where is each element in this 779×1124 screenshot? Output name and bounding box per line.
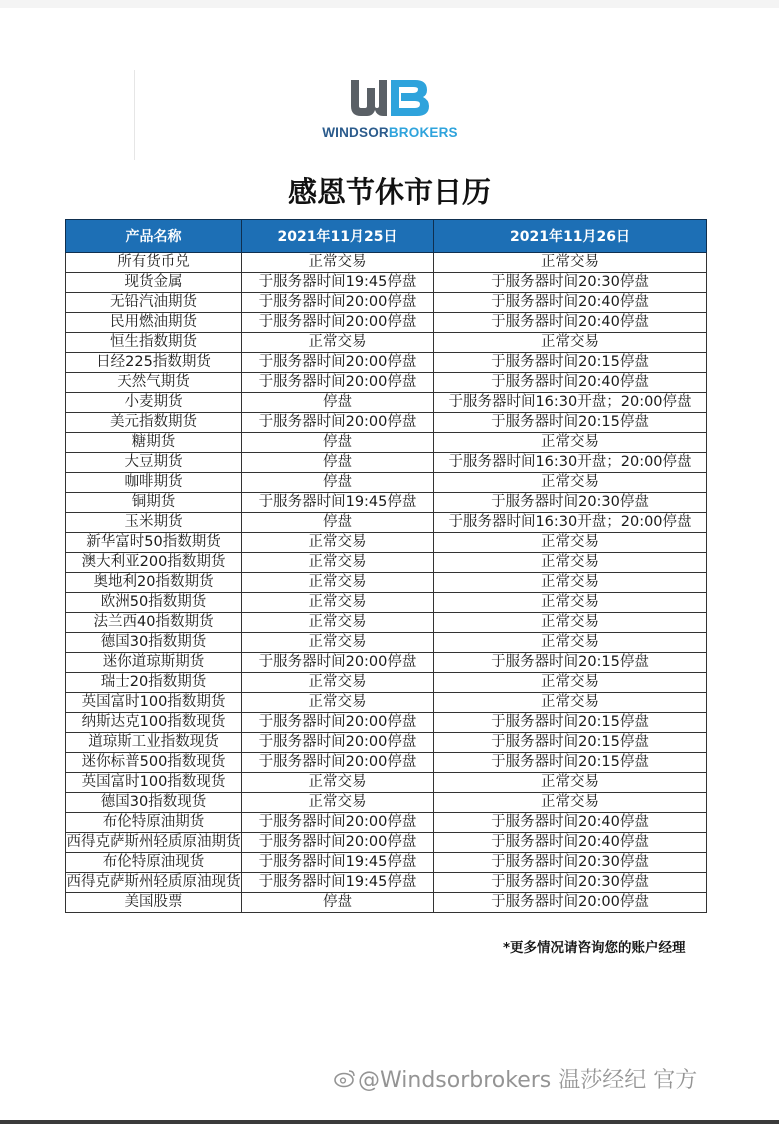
product-name-cell: 奥地利20指数期货 <box>66 573 242 593</box>
date-1-status-cell: 于服务器时间20:00停盘 <box>242 733 434 753</box>
date-1-status-cell: 于服务器时间20:00停盘 <box>242 653 434 673</box>
product-name-cell: 法兰西40指数期货 <box>66 613 242 633</box>
product-name-cell: 铜期货 <box>66 493 242 513</box>
table-row <box>66 893 707 913</box>
date-1-status-cell: 正常交易 <box>242 693 434 713</box>
date-1-status-cell: 于服务器时间20:00停盘 <box>242 353 434 373</box>
date-2-status-cell: 正常交易 <box>434 793 707 813</box>
product-name-cell: 天然气期货 <box>66 373 242 393</box>
date-1-status-cell: 正常交易 <box>242 553 434 573</box>
date-1-status-cell: 正常交易 <box>242 613 434 633</box>
date-1-status-cell: 于服务器时间20:00停盘 <box>242 713 434 733</box>
product-name-cell: 糖期货 <box>66 433 242 453</box>
product-name-cell: 小麦期货 <box>66 393 242 413</box>
product-name-cell: 西得克萨斯州轻质原油现货 <box>66 873 242 893</box>
header-date-1: 2021年11月25日 <box>242 220 434 253</box>
date-1-status-cell: 于服务器时间20:00停盘 <box>242 313 434 333</box>
date-1-status-cell: 于服务器时间19:45停盘 <box>242 493 434 513</box>
date-2-status-cell: 正常交易 <box>434 633 707 653</box>
date-2-status-cell: 正常交易 <box>434 773 707 793</box>
table-row <box>66 293 707 313</box>
table-row <box>66 333 707 353</box>
table-row <box>66 553 707 573</box>
date-1-status-cell: 于服务器时间20:00停盘 <box>242 753 434 773</box>
product-name-cell: 美国股票 <box>66 893 242 913</box>
date-2-status-cell: 于服务器时间20:15停盘 <box>434 653 707 673</box>
holiday-calendar-table <box>65 219 707 913</box>
product-name-cell: 西得克萨斯州轻质原油期货 <box>66 833 242 853</box>
logo-text-windsor: WINDSOR <box>322 125 389 140</box>
date-1-status-cell: 停盘 <box>242 453 434 473</box>
table-row <box>66 433 707 453</box>
table-row <box>66 413 707 433</box>
date-2-status-cell: 正常交易 <box>434 553 707 573</box>
table-row <box>66 533 707 553</box>
table-row <box>66 453 707 473</box>
date-2-status-cell: 于服务器时间20:30停盘 <box>434 493 707 513</box>
date-1-status-cell: 正常交易 <box>242 333 434 353</box>
table-row <box>66 833 707 853</box>
table-row <box>66 473 707 493</box>
date-2-status-cell: 于服务器时间20:30停盘 <box>434 873 707 893</box>
product-name-cell: 英国富时100指数期货 <box>66 693 242 713</box>
date-1-status-cell: 停盘 <box>242 393 434 413</box>
product-name-cell: 迷你道琼斯期货 <box>66 653 242 673</box>
watermark-text: @Windsorbrokers 温莎经纪 官方 <box>358 1068 698 1093</box>
date-1-status-cell: 于服务器时间20:00停盘 <box>242 813 434 833</box>
date-2-status-cell: 正常交易 <box>434 673 707 693</box>
product-name-cell: 英国富时100指数现货 <box>66 773 242 793</box>
date-2-status-cell: 于服务器时间20:15停盘 <box>434 733 707 753</box>
date-2-status-cell: 于服务器时间20:40停盘 <box>434 813 707 833</box>
date-1-status-cell: 停盘 <box>242 513 434 533</box>
table-row <box>66 673 707 693</box>
product-name-cell: 民用燃油期货 <box>66 313 242 333</box>
product-name-cell: 纳斯达克100指数现货 <box>66 713 242 733</box>
date-2-status-cell: 于服务器时间16:30开盘；20:00停盘 <box>434 453 707 473</box>
table-row <box>66 313 707 333</box>
date-1-status-cell: 于服务器时间20:00停盘 <box>242 833 434 853</box>
product-name-cell: 布伦特原油现货 <box>66 853 242 873</box>
product-name-cell: 德国30指数期货 <box>66 633 242 653</box>
table-row <box>66 713 707 733</box>
table-row <box>66 853 707 873</box>
date-2-status-cell: 正常交易 <box>434 613 707 633</box>
product-name-cell: 德国30指数现货 <box>66 793 242 813</box>
watermark <box>334 1063 697 1094</box>
table-row <box>66 493 707 513</box>
table-row <box>66 813 707 833</box>
date-1-status-cell: 正常交易 <box>242 573 434 593</box>
header-product-name: 产品名称 <box>66 220 242 253</box>
date-2-status-cell: 正常交易 <box>434 593 707 613</box>
date-1-status-cell: 停盘 <box>242 433 434 453</box>
table-row <box>66 773 707 793</box>
logo-text-brokers: BROKERS <box>388 125 458 140</box>
top-rule <box>0 0 779 8</box>
page-title: 感恩节休市日历 <box>287 175 491 209</box>
product-name-cell: 玉米期货 <box>66 513 242 533</box>
date-1-status-cell: 于服务器时间20:00停盘 <box>242 373 434 393</box>
table-header-row <box>66 220 707 253</box>
date-1-status-cell: 于服务器时间19:45停盘 <box>242 873 434 893</box>
date-2-status-cell: 正常交易 <box>434 433 707 453</box>
bottom-bar <box>0 1120 779 1124</box>
table-row <box>66 633 707 653</box>
date-1-status-cell: 停盘 <box>242 473 434 493</box>
date-2-status-cell: 正常交易 <box>434 693 707 713</box>
table-row <box>66 733 707 753</box>
product-name-cell: 布伦特原油期货 <box>66 813 242 833</box>
product-name-cell: 瑞士20指数期货 <box>66 673 242 693</box>
table-row <box>66 573 707 593</box>
date-1-status-cell: 正常交易 <box>242 633 434 653</box>
product-name-cell: 无铅汽油期货 <box>66 293 242 313</box>
product-name-cell: 大豆期货 <box>66 453 242 473</box>
table-row <box>66 693 707 713</box>
product-name-cell: 欧洲50指数期货 <box>66 593 242 613</box>
table-row <box>66 793 707 813</box>
date-1-status-cell: 于服务器时间20:00停盘 <box>242 413 434 433</box>
product-name-cell: 澳大利亚200指数期货 <box>66 553 242 573</box>
product-name-cell: 咖啡期货 <box>66 473 242 493</box>
product-name-cell: 新华富时50指数期货 <box>66 533 242 553</box>
product-name-cell: 恒生指数期货 <box>66 333 242 353</box>
date-2-status-cell: 于服务器时间16:30开盘；20:00停盘 <box>434 513 707 533</box>
product-name-cell: 现货金属 <box>66 273 242 293</box>
table-row <box>66 613 707 633</box>
date-1-status-cell: 于服务器时间20:00停盘 <box>242 293 434 313</box>
date-1-status-cell: 正常交易 <box>242 253 434 273</box>
date-2-status-cell: 正常交易 <box>434 573 707 593</box>
date-1-status-cell: 于服务器时间19:45停盘 <box>242 273 434 293</box>
date-1-status-cell: 于服务器时间19:45停盘 <box>242 853 434 873</box>
date-2-status-cell: 于服务器时间20:15停盘 <box>434 713 707 733</box>
footnote: *更多情况请咨询您的账户经理 <box>503 940 686 956</box>
logo-wordmark <box>300 125 480 140</box>
date-2-status-cell: 于服务器时间20:15停盘 <box>434 353 707 373</box>
table-row <box>66 753 707 773</box>
date-2-status-cell: 于服务器时间20:15停盘 <box>434 753 707 773</box>
date-2-status-cell: 正常交易 <box>434 533 707 553</box>
product-name-cell: 所有货币兑 <box>66 253 242 273</box>
date-1-status-cell: 正常交易 <box>242 793 434 813</box>
table-row <box>66 273 707 293</box>
divider-line <box>134 70 135 160</box>
header-date-2: 2021年11月26日 <box>434 220 707 253</box>
table-row <box>66 593 707 613</box>
date-2-status-cell: 于服务器时间20:40停盘 <box>434 833 707 853</box>
date-2-status-cell: 正常交易 <box>434 473 707 493</box>
windsor-brokers-logo <box>300 76 480 146</box>
date-1-status-cell: 正常交易 <box>242 533 434 553</box>
date-2-status-cell: 正常交易 <box>434 333 707 353</box>
table-row <box>66 253 707 273</box>
table-row <box>66 873 707 893</box>
date-2-status-cell: 于服务器时间16:30开盘；20:00停盘 <box>434 393 707 413</box>
date-2-status-cell: 正常交易 <box>434 253 707 273</box>
table-body <box>66 253 707 913</box>
wb-logo-mark-icon <box>345 76 435 122</box>
date-2-status-cell: 于服务器时间20:40停盘 <box>434 293 707 313</box>
table-row <box>66 653 707 673</box>
date-2-status-cell: 于服务器时间20:30停盘 <box>434 273 707 293</box>
table-row <box>66 393 707 413</box>
date-2-status-cell: 于服务器时间20:15停盘 <box>434 413 707 433</box>
product-name-cell: 迷你标普500指数现货 <box>66 753 242 773</box>
table-row <box>66 373 707 393</box>
date-2-status-cell: 于服务器时间20:40停盘 <box>434 373 707 393</box>
product-name-cell: 道琼斯工业指数现货 <box>66 733 242 753</box>
date-2-status-cell: 于服务器时间20:00停盘 <box>434 893 707 913</box>
product-name-cell: 日经225指数期货 <box>66 353 242 373</box>
date-1-status-cell: 正常交易 <box>242 593 434 613</box>
date-1-status-cell: 停盘 <box>242 893 434 913</box>
date-1-status-cell: 正常交易 <box>242 773 434 793</box>
product-name-cell: 美元指数期货 <box>66 413 242 433</box>
table-row <box>66 353 707 373</box>
date-1-status-cell: 正常交易 <box>242 673 434 693</box>
date-2-status-cell: 于服务器时间20:40停盘 <box>434 313 707 333</box>
date-2-status-cell: 于服务器时间20:30停盘 <box>434 853 707 873</box>
weibo-icon <box>334 1068 356 1094</box>
table-row <box>66 513 707 533</box>
